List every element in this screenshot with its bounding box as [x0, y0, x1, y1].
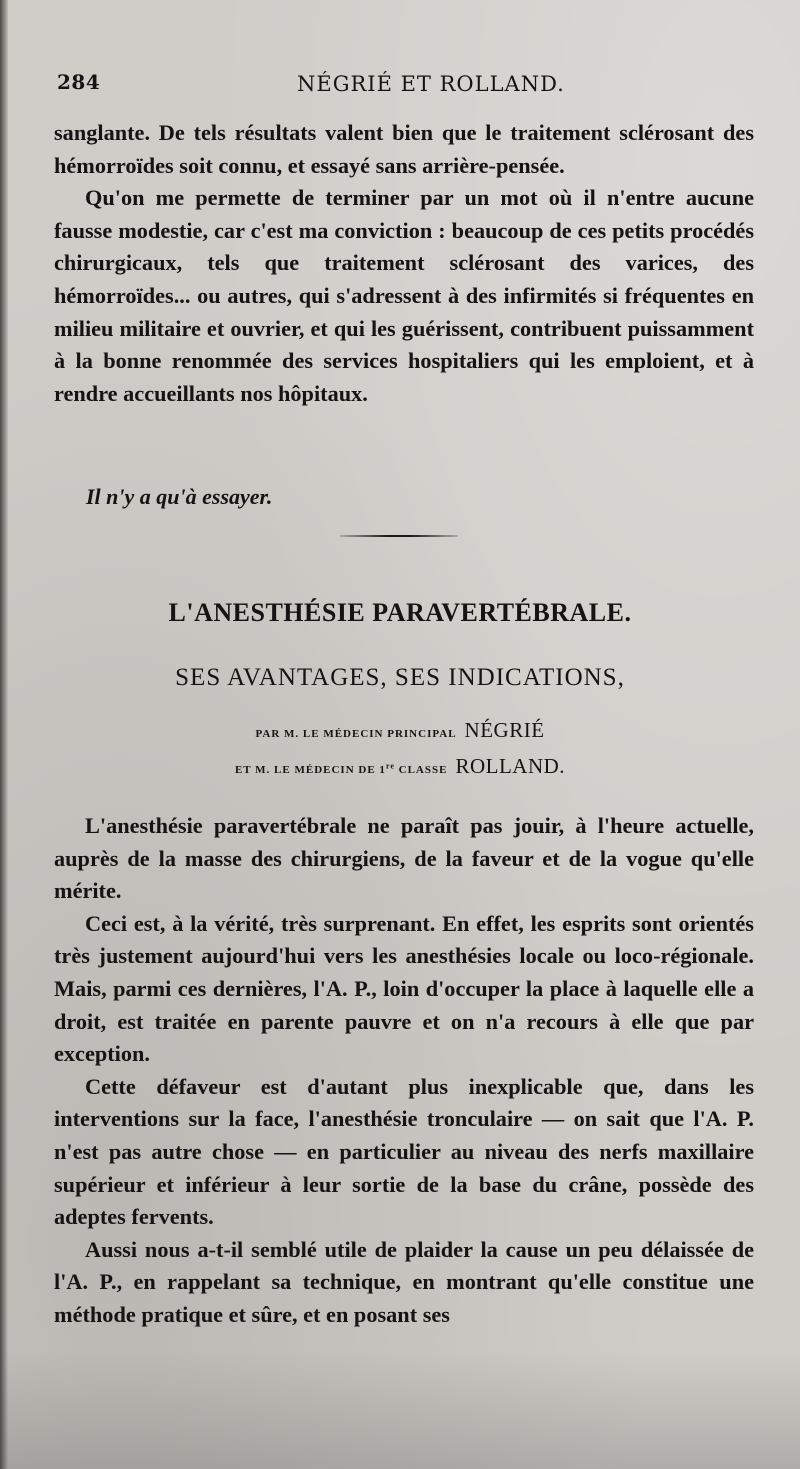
previous-article-text [54, 117, 754, 410]
page-bottom-shadow [0, 1349, 800, 1469]
article-subtitle: SES AVANTAGES, SES INDICATIONS, [175, 664, 625, 691]
article-body [54, 810, 754, 1332]
paragraph: Ceci est, à la vérité, très surprenant. En effet, les esprits sont orientés très justement aujourd'hui vers les anesthésies locale ou loco-régionale. Mais, parmi ces dernières, l'A. P., loin d'occuper la place à laquelle elle a droit, est traitée en parente pauvre et on n'a recours à elle que par exception. [54, 910, 754, 1067]
paragraph: sanglante. De tels résultats valent bien que le traitement sclérosant des hémorroïdes soit connu, et essayé sans arrière-pensée. [54, 120, 754, 178]
byline-suffix-text: CLASSE [398, 764, 448, 776]
article-title: L'ANESTHÉSIE PARAVERTÉBRALE. [168, 598, 632, 627]
byline-author-2 [0, 754, 800, 779]
byline-prefix: PAR M. LE MÉDECIN PRINCIPAL [255, 728, 457, 740]
section-divider [340, 535, 458, 537]
byline-prefix [234, 761, 448, 776]
running-head: NÉGRIÉ ET ROLLAND. [297, 72, 565, 96]
byline-prefix-text: ET M. LE MÉDECIN DE 1 [234, 764, 386, 776]
author-name: NÉGRIÉ [464, 718, 545, 742]
paragraph: Qu'on me permette de terminer par un mot où il n'entre aucune fausse modestie, car c'est ma conviction : beaucoup de ces petits procédés chirurgicaux, tels que traitement sclérosant des varices, des hémorroïdes... ou autres, qui s'adressent à des infirmités si fréquentes en milieu militaire et ouvrier, et qui les guérissent, contribuent puissamment à la bonne renommée des services hospitaliers qui les emploient, et à rendre accueillants nos hôpitaux. [54, 185, 754, 406]
page-number: 284 [57, 70, 101, 94]
paragraph: L'anesthésie paravertébrale ne paraît pas jouir, à l'heure actuelle, auprès de la masse des chirurgiens, de la faveur et de la vogue qu'elle mérite. [54, 813, 754, 904]
byline-author-1 [0, 718, 800, 743]
author-name: ROLLAND. [455, 754, 566, 778]
ordinal-suffix: re [385, 761, 395, 771]
paragraph: Cette défaveur est d'autant plus inexplicable que, dans les interventions sur la face, l'anesthésie tronculaire — on sait que l'A. P. n'est pas autre chose — en particulier au niveau des nerfs maxillaire supérieur et inférieur à leur sortie de la base du crâne, possède des adeptes fervents. [54, 1073, 754, 1230]
closing-line: Il n'y a qu'à essayer. [86, 484, 273, 509]
page-header [57, 70, 757, 104]
paragraph: Aussi nous a-t-il semblé utile de plaider la cause un peu délaissée de l'A. P., en rappelant sa technique, en montrant qu'elle constitue une méthode pratique et sûre, et en posant ses [54, 1236, 754, 1327]
